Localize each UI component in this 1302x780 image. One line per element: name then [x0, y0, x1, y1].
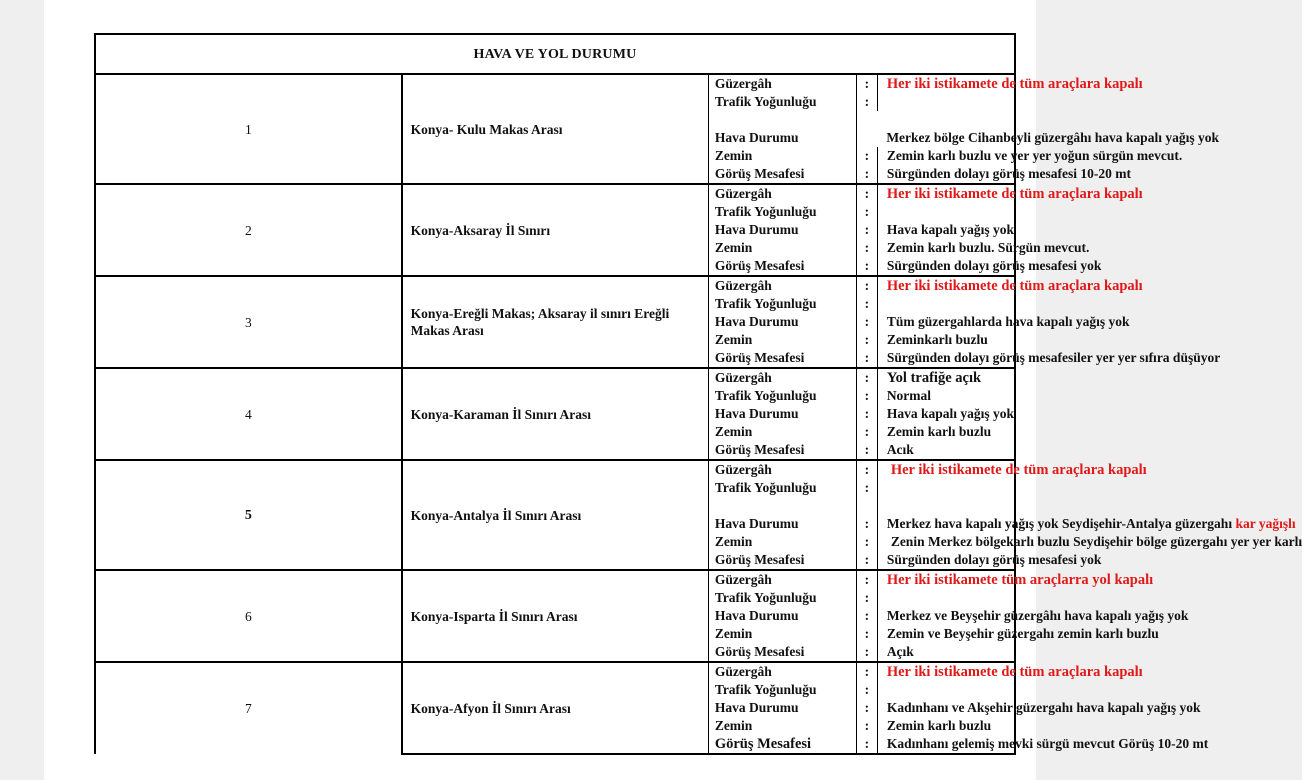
route-number: 5 [95, 460, 402, 570]
label-hava: Hava Durumu [714, 406, 799, 421]
route-name: Konya-Ereğli Makas; Aksaray il sınırı Ereğli Makas Arası [402, 276, 709, 368]
value-guzergah-text: Her iki istikamete de tüm araçlara kapalı [890, 462, 1147, 478]
colon: : [856, 607, 877, 625]
colon: : [856, 277, 877, 295]
label-trafik: Trafik Yoğunluğu [714, 388, 817, 403]
label-trafik: Trafik Yoğunluğu [714, 94, 817, 109]
route-name: Konya-Afyon İl Sınırı Arası [402, 662, 709, 754]
value-hava [877, 515, 1296, 533]
colon: : [856, 735, 877, 753]
value-gorus: Sürgünden dolayı görüş mesafesi yok [886, 258, 1102, 273]
label-trafik: Trafik Yoğunluğu [714, 204, 817, 219]
value-hava: Tüm güzergahlarda hava kapalı yağış yok [886, 314, 1130, 329]
colon: : [856, 405, 877, 423]
label-zemin: Zemin [714, 626, 753, 641]
route-name: Konya-Isparta İl Sınırı Arası [402, 570, 709, 662]
value-zemin: Zemin karlı buzlu. Sürgün mevcut. [886, 240, 1090, 255]
route-details [708, 460, 1302, 570]
value-hava: Merkez ve Beyşehir güzergâhı hava kapalı yağış yok [886, 608, 1189, 623]
value-gorus: Açık [886, 644, 914, 659]
colon: : [856, 295, 877, 313]
table-title: HAVA VE YOL DURUMU [95, 34, 1015, 74]
colon: : [856, 533, 877, 551]
colon: : [856, 589, 877, 607]
value-trafik [877, 93, 1014, 111]
colon: : [856, 147, 877, 165]
route-details [708, 184, 1143, 276]
label-hava: Hava Durumu [714, 222, 799, 237]
route-number: 7 [95, 662, 402, 754]
road-weather-table [94, 33, 1302, 755]
label-trafik: Trafik Yoğunluğu [714, 590, 817, 605]
label-gorus: Görüş Mesafesi [714, 258, 805, 273]
colon: : [856, 185, 877, 203]
route-row-7 [95, 662, 1015, 754]
label-zemin: Zemin [714, 534, 753, 549]
route-row-6 [95, 570, 1015, 662]
colon: : [856, 203, 877, 221]
value-guzergah: Her iki istikamete de tüm araçlara kapalı [886, 186, 1143, 202]
value-gorus: Acık [886, 442, 914, 457]
route-row-2 [95, 184, 1015, 276]
route-row-1 [95, 74, 1015, 184]
value-gorus: Kadınhanı gelemiş mevki sürgü mevcut Görüş 10-20 mt [886, 736, 1209, 751]
label-gorus: Görüş Mesafesi [714, 736, 812, 752]
colon: : [856, 571, 877, 589]
route-row-5 [95, 460, 1015, 570]
value-zemin-text: Zenin Merkez bölgekarlı buzlu Seydişehir bölge güzergahı yer yer karlı [890, 534, 1302, 549]
value-zemin: Zemin ve Beyşehir güzergahı zemin karlı buzlu [886, 626, 1159, 641]
colon: : [856, 257, 877, 275]
colon: : [856, 643, 877, 661]
label-hava: Hava Durumu [714, 516, 799, 531]
colon: : [856, 387, 877, 405]
value-guzergah: Her iki istikamete de tüm araçlara kapalı [886, 76, 1143, 92]
value-trafik: Normal [886, 388, 932, 403]
value-gorus: Sürgünden dolayı görüş mesafesi 10-20 mt [886, 166, 1131, 181]
colon: : [856, 239, 877, 257]
route-details [708, 276, 1221, 368]
value-hava: Merkez bölge Cihanbeyli güzergâhı hava kapalı yağış yok [886, 130, 1219, 145]
label-gorus: Görüş Mesafesi [714, 644, 805, 659]
label-guzergah: Güzergâh [714, 278, 772, 293]
label-zemin: Zemin [714, 332, 753, 347]
colon: : [856, 165, 877, 183]
value-zemin [877, 533, 1302, 551]
route-details [708, 662, 1209, 754]
colon: : [856, 369, 877, 387]
route-details [708, 74, 1219, 184]
value-hava: Hava kapalı yağış yok [886, 406, 1014, 421]
document-page [44, 0, 1302, 780]
route-number: 6 [95, 570, 402, 662]
value-guzergah: Her iki istikamete de tüm araçlara kapalı [886, 664, 1143, 680]
value-trafik [877, 589, 1014, 607]
value-trafik [877, 203, 1014, 221]
label-hava: Hava Durumu [714, 608, 799, 623]
label-hava: Hava Durumu [714, 130, 799, 145]
value-zemin: Zemin karlı buzlu ve yer yer yoğun sürgün mevcut. [886, 148, 1183, 163]
label-trafik: Trafik Yoğunluğu [714, 682, 817, 697]
value-gorus: Sürgünden dolayı görüş mesafesi yok [886, 552, 1102, 567]
route-name: Konya- Kulu Makas Arası [402, 74, 709, 184]
colon: : [856, 441, 877, 459]
colon: : [856, 625, 877, 643]
value-hava: Hava kapalı yağış yok [886, 222, 1014, 237]
colon: : [856, 423, 877, 441]
label-guzergah: Güzergâh [714, 76, 772, 91]
colon: : [856, 331, 877, 349]
value-gorus: Sürgünden dolayı görüş mesafesiler yer yer sıfıra düşüyor [886, 350, 1221, 365]
colon: : [856, 663, 877, 681]
colon: : [856, 717, 877, 735]
route-number: 3 [95, 276, 402, 368]
value-zemin: Zemin karlı buzlu [886, 424, 992, 439]
route-details [708, 368, 1015, 460]
value-hava-alert: kar yağışlı [1235, 516, 1296, 531]
colon: : [856, 313, 877, 331]
value-hava-text: Merkez hava kapalı yağış yok Seydişehir-Antalya güzergahı [886, 516, 1236, 531]
label-guzergah: Güzergâh [714, 664, 772, 679]
label-zemin: Zemin [714, 424, 753, 439]
colon: : [856, 461, 877, 479]
route-details [708, 570, 1189, 662]
table-title-row [95, 34, 1015, 74]
label-zemin: Zemin [714, 718, 753, 733]
colon: : [856, 551, 877, 569]
value-guzergah: Her iki istikamete tüm araçlarra yol kapalı [886, 572, 1154, 588]
label-hava: Hava Durumu [714, 700, 799, 715]
label-gorus: Görüş Mesafesi [714, 552, 805, 567]
colon: : [856, 349, 877, 367]
label-trafik: Trafik Yoğunluğu [714, 480, 817, 495]
colon: : [856, 479, 877, 497]
colon: : [856, 699, 877, 717]
value-guzergah: Her iki istikamete de tüm araçlara kapalı [886, 278, 1143, 294]
value-trafik [877, 479, 1014, 497]
colon: : [856, 75, 877, 93]
label-guzergah: Güzergâh [714, 572, 772, 587]
label-zemin: Zemin [714, 148, 753, 163]
colon: : [856, 681, 877, 699]
value-trafik [877, 295, 1014, 313]
route-number: 4 [95, 368, 402, 460]
label-guzergah: Güzergâh [714, 462, 772, 477]
label-gorus: Görüş Mesafesi [714, 350, 805, 365]
label-hava: Hava Durumu [714, 314, 799, 329]
label-guzergah: Güzergâh [714, 370, 772, 385]
route-row-3 [95, 276, 1015, 368]
route-number: 1 [95, 74, 402, 184]
value-zemin: Zeminkarlı buzlu [886, 332, 988, 347]
route-name: Konya-Karaman İl Sınırı Arası [402, 368, 709, 460]
route-name: Konya-Aksaray İl Sınırı [402, 184, 709, 276]
value-guzergah: Yol trafiğe açık [886, 370, 982, 386]
route-number: 2 [95, 184, 402, 276]
label-trafik: Trafik Yoğunluğu [714, 296, 817, 311]
value-trafik [877, 681, 1014, 699]
label-zemin: Zemin [714, 240, 753, 255]
label-gorus: Görüş Mesafesi [714, 166, 805, 181]
colon: : [856, 221, 877, 239]
route-name: Konya-Antalya İl Sınırı Arası [402, 460, 709, 570]
colon: : [856, 93, 877, 111]
route-row-4 [95, 368, 1015, 460]
value-guzergah [877, 461, 1147, 479]
value-hava: Kadınhanı ve Akşehir güzergahı hava kapalı yağış yok [886, 700, 1201, 715]
value-zemin: Zemin karlı buzlu [886, 718, 992, 733]
label-gorus: Görüş Mesafesi [714, 442, 805, 457]
label-guzergah: Güzergâh [714, 186, 772, 201]
colon: : [856, 515, 877, 533]
